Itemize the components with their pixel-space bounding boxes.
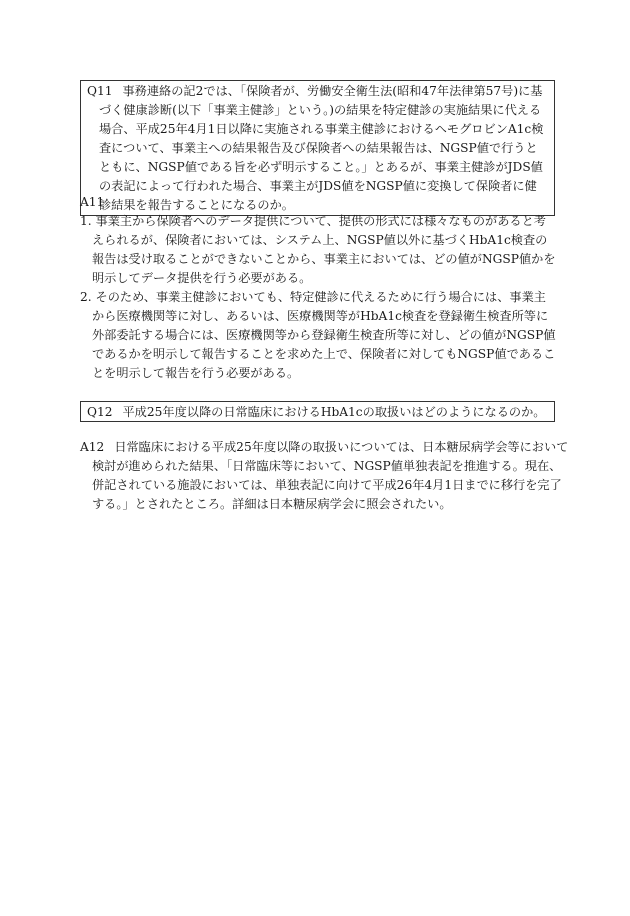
- question-label: Q11: [87, 84, 113, 98]
- answer-a11-list: [80, 212, 558, 383]
- answer-label-a12: A12: [80, 440, 105, 454]
- list-item: 2. そのため、事業主健診においても、特定健診に代えるために行う場合には、事業主から医療機関等に対し、あるいは、医療機関等がHbA1c検査を登録衛生検査所等に外部委託する場合には、医療機関等から登録衛生検査所等に対し、どの値がNGSP値であるかを明示して報告することを求めた上で、保険者に対してもNGSP値であることを明示して報告を行う必要がある。: [80, 290, 556, 380]
- question-text: 平成25年度以降の日常臨床におけるHbA1cの取扱いはどのようになるのか。: [122, 405, 546, 419]
- question-box-q12: [80, 401, 555, 422]
- question-q11: [87, 81, 548, 215]
- question-text: 事務連絡の記2では、「保険者が、労働安全衛生法(昭和47年法律第57号)に基づく健康診断(以下「事業主健診」という。)の結果を特定健診の実施結果に代える場合、平成25年4月1日以降に実施される事業主健診におけるヘモグロビンA1c検査について、事業主への結果報告及び保険者への結果報告は、NGSP値で行うとともに、NGSP値である旨を必ず明示すること。」とあるが、事業主健診がJDS値の表記によって行われた場合、事業主がJDS値をNGSP値に変換して保険者に健診結果を報告することになるのか。: [99, 84, 544, 212]
- question-box-q11: [80, 80, 555, 216]
- answer-label-a11: A11: [80, 195, 105, 209]
- answer-a12: [80, 438, 570, 514]
- question-label: Q12: [87, 405, 113, 419]
- answer-text: 日常臨床における平成25年度以降の取扱いについては、日本糖尿病学会等において検討が進められた結果、「日常臨床等において、NGSP値単独表記を推進する。現在、併記されている施設においては、単独表記に向けて平成26年4月1日までに移行を完了する。」とされたところ。詳細は日本糖尿病学会に照会されたい。: [92, 440, 569, 511]
- list-item: 1. 事業主から保険者へのデータ提供について、提供の形式には様々なものがあると考えられるが、保険者においては、システム上、NGSP値以外に基づくHbA1c検査の報告は受け取ることができないことから、事業主においては、どの値がNGSP値かを明示してデータ提供を行う必要がある。: [80, 214, 556, 285]
